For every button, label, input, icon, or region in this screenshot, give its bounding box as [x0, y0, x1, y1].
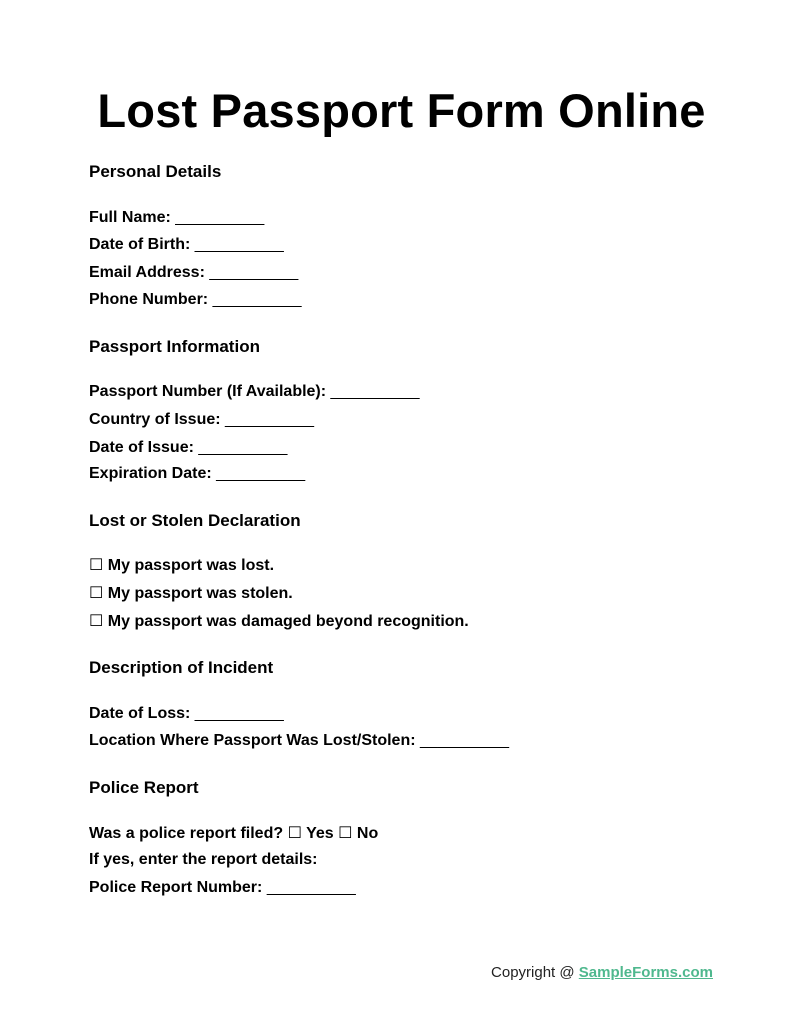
full-name-blank[interactable]: __________ [175, 209, 265, 226]
date-of-birth-blank[interactable]: __________ [194, 236, 284, 253]
declaration-option-stolen[interactable] [89, 584, 293, 603]
full-name-label: Full Name: [89, 209, 171, 226]
country-of-issue-field[interactable] [89, 410, 314, 429]
checkbox-stolen[interactable]: ☐ [89, 585, 104, 602]
option-yes-label: Yes [306, 825, 334, 842]
copyright-text: Copyright @ [491, 964, 575, 981]
country-of-issue-blank[interactable]: __________ [225, 411, 314, 428]
checkbox-lost[interactable]: ☐ [89, 557, 104, 574]
date-of-issue-blank[interactable]: __________ [198, 439, 288, 456]
date-of-issue-label: Date of Issue: [89, 439, 194, 456]
date-of-loss-blank[interactable]: __________ [194, 705, 284, 722]
sampleforms-link[interactable]: SampleForms.com [578, 964, 713, 981]
police-report-number-blank[interactable]: __________ [266, 879, 356, 896]
section-heading-police-report: Police Report [89, 778, 199, 797]
phone-number-field[interactable] [89, 290, 302, 309]
option-no-label: No [356, 825, 379, 842]
passport-number-label: Passport Number (If Available): [89, 383, 327, 400]
footer-copyright [491, 964, 713, 982]
report-details-prompt: If yes, enter the report details: [89, 851, 318, 868]
phone-number-label: Phone Number: [89, 291, 209, 308]
loss-location-label: Location Where Passport Was Lost/Stolen: [89, 732, 416, 749]
checkbox-no[interactable]: ☐ [338, 825, 353, 842]
email-address-field[interactable] [89, 263, 298, 282]
expiration-date-label: Expiration Date: [89, 465, 212, 482]
phone-number-blank[interactable]: __________ [212, 291, 302, 308]
date-of-birth-field[interactable] [89, 235, 284, 254]
checkbox-damaged[interactable]: ☐ [89, 613, 104, 630]
country-of-issue-label: Country of Issue: [89, 411, 221, 428]
full-name-field[interactable] [89, 208, 264, 227]
date-of-loss-label: Date of Loss: [89, 705, 191, 722]
loss-location-blank[interactable]: __________ [420, 732, 509, 749]
police-report-number-label: Police Report Number: [89, 879, 263, 896]
date-of-loss-field[interactable] [89, 704, 284, 723]
date-of-issue-field[interactable] [89, 438, 287, 457]
section-heading-personal-details: Personal Details [89, 162, 222, 181]
passport-number-field[interactable] [89, 382, 420, 401]
expiration-date-field[interactable] [89, 464, 305, 483]
expiration-date-blank[interactable]: __________ [216, 465, 306, 482]
declaration-option-lost-label: My passport was lost. [107, 557, 275, 574]
section-heading-description-of-incident: Description of Incident [89, 658, 274, 677]
police-report-number-field[interactable] [89, 878, 356, 897]
email-address-blank[interactable]: __________ [209, 264, 299, 281]
loss-location-field[interactable] [89, 731, 509, 750]
section-heading-lost-or-stolen-declaration: Lost or Stolen Declaration [89, 511, 301, 530]
checkbox-yes[interactable]: ☐ [287, 825, 302, 842]
declaration-option-stolen-label: My passport was stolen. [107, 585, 293, 602]
police-report-question-label: Was a police report filed? [89, 825, 284, 842]
passport-number-blank[interactable]: __________ [330, 383, 420, 400]
date-of-birth-label: Date of Birth: [89, 236, 191, 253]
declaration-option-damaged[interactable] [89, 612, 469, 631]
page-title: Lost Passport Form Online [97, 84, 706, 137]
declaration-option-lost[interactable] [89, 556, 274, 575]
email-address-label: Email Address: [89, 264, 205, 281]
declaration-option-damaged-label: My passport was damaged beyond recognition. [107, 613, 469, 630]
section-heading-passport-information: Passport Information [89, 337, 260, 356]
police-report-question [89, 824, 378, 843]
